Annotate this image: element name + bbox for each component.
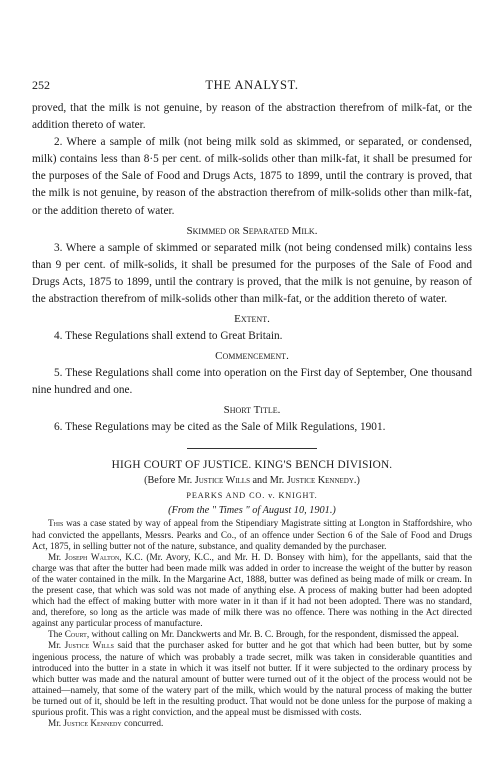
report-paragraph: The Court, without calling on Mr. Danckwerts and Mr. B. C. Brough, for the respondent, dismissed the appeal.	[48, 630, 459, 641]
heading-extent: Extent.	[234, 313, 270, 326]
continued-paragraph: proved, that the milk is not genuine, by reason of the abstraction therefrom of milk-fat, or the addition thereto of water.	[32, 102, 472, 132]
report-paragraph: Mr. Justice Kennedy concurred.	[48, 719, 164, 730]
court-title: HIGH COURT OF JUSTICE. KING'S BENCH DIVISION.	[111, 459, 393, 472]
case-report	[32, 519, 472, 730]
judge-name: Justice Wills	[194, 475, 250, 487]
section-divider	[187, 448, 317, 449]
heading-skimmed-milk: Skimmed or Separated Milk.	[186, 224, 318, 237]
report-paragraph: Mr. Justice Wills said that the purchaser asked for butter and he got that which had been butter, but by some ingenious process, the nature of which was probably a trade secret, milk was taken in considerable quantities and introduced into the butter in a state in which it was itself not butter. If it were subjected to the ordinary process by which butter was made and the natural amount of butter were turned out of it the object of the process would not be attained—namely, that some of the watery part of the milk, which would by the natural process of making the butter be turned out of it, should be left in the resulting product. That would not be done unless for the purpose of making a spurious profit. This was a right conviction, and the appeal must be dismissed with costs.	[32, 641, 472, 718]
regulation-6: 6. These Regulations may be cited as the Sale of Milk Regulations, 1901.	[54, 421, 386, 434]
case-name: PEARKS AND CO. v. KNIGHT.	[186, 491, 318, 501]
regulation-5: 5. These Regulations shall come into operation on the First day of September, One thousand nine hundred and one.	[32, 367, 472, 397]
journal-title: THE ANALYST.	[205, 78, 299, 92]
court-bench: (Before Mr. Justice Wills and Mr. Justice Kennedy.)	[144, 475, 360, 487]
case-source: (From the " Times " of August 10, 1901.)	[168, 505, 336, 517]
page-number: 252	[32, 78, 50, 92]
regulation-3: 3. Where a sample of skimmed or separated milk (not being condensed milk) contains less than 9 per cent. of milk-solids, it shall be presumed for the purposes of the Sale of Food and Drugs Acts, 1875 to 1899, until the contrary is proved, that the milk is not genuine, by reason of the abstraction therefrom of milk-solids other than milk-fat, or the addition thereto of water.	[32, 241, 472, 305]
report-paragraph: Mr. Joseph Walton, K.C. (Mr. Avory, K.C., and Mr. H. D. Bonsey with him), for the appellants, said that the charge was that after the butter had been made milk was added in order to increase the weight of the butter by reason of the water contained in the milk. In the Margarine Act, 1888, butter was defined as being made of milk or cream. In the present case, that which was sold was not made of anything else. A process of making butter had been adopted which had the effect of making butter with more water in it than if it had not been adopted. There was no standard, and, therefore, so long as the article was made of milk there was no offence. There was nothing in the Act directed against any particular process of manufacture.	[32, 552, 472, 630]
heading-short-title: Short Title.	[223, 404, 281, 417]
regulation-2: 2. Where a sample of milk (not being milk sold as skimmed, or separated, or condensed, milk) contains less than 8·5 per cent. of milk-solids other than milk-fat, it shall be presumed for the purposes of the Sale of Food and Drugs Acts, 1875 to 1899, until the contrary is proved, that the milk is not genuine, by reason of the abstraction therefrom of milk-solids other than milk-fat, or the addition thereto of water.	[32, 136, 472, 217]
report-paragraph: This was a case stated by way of appeal from the Stipendiary Magistrate sitting at Longton in Staffordshire, who had convicted the appellants, Messrs. Pearks and Co., of an offence under Section 6 of the Sale of Food and Drugs Act, 1875, in selling butter not of the nature, substance, and quality demanded by the purchaser.	[32, 519, 472, 552]
judge-name: Justice Kennedy.	[286, 475, 357, 487]
page-header	[32, 78, 472, 94]
heading-commencement: Commencement.	[215, 350, 289, 363]
page-body	[32, 100, 472, 730]
regulation-4: 4. These Regulations shall extend to Great Britain.	[54, 330, 283, 343]
